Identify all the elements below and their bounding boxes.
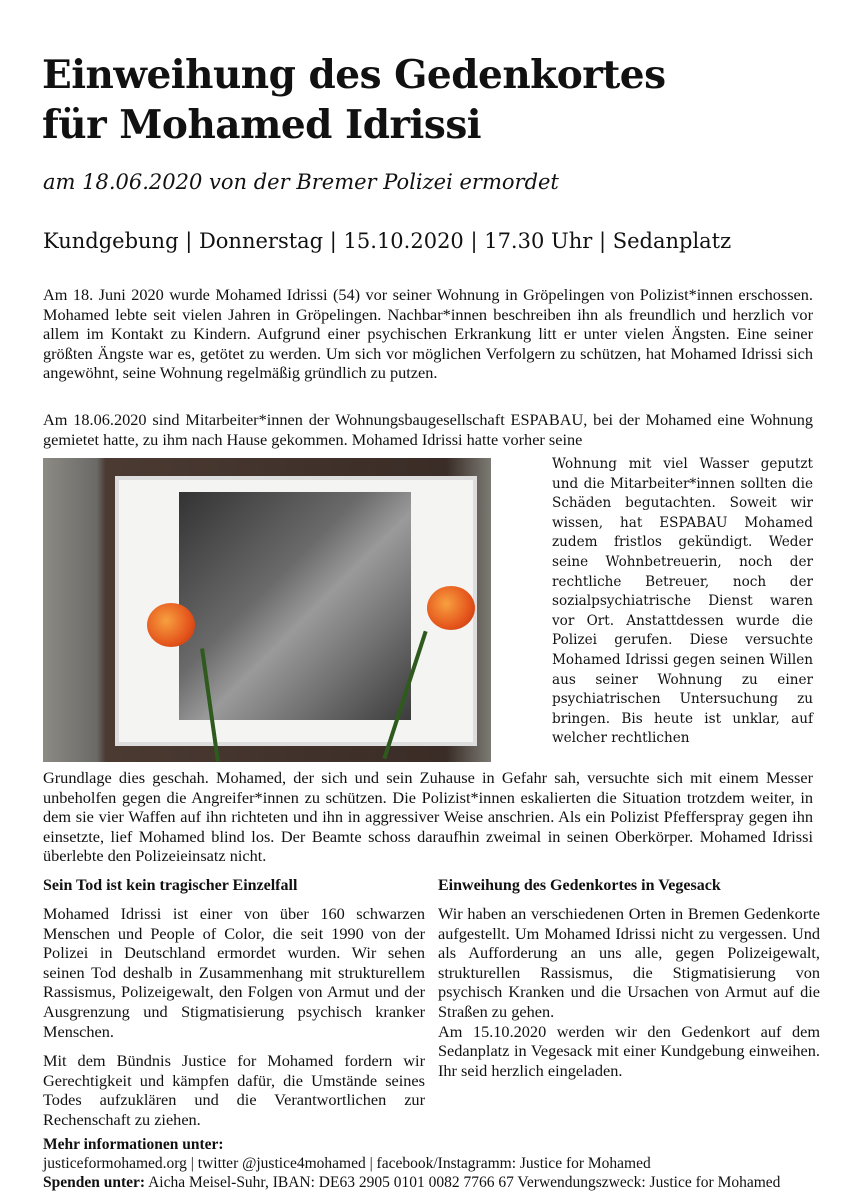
subtitle: am 18.06.2020 von der Bremer Polizei ermordet (43, 170, 559, 194)
paragraph-shooting: Grundlage dies geschah. Mohamed, der sich und sein Zuhause in Gefahr sah, versuchte sich mit einem Messer unbeholfen gegen die Angreifer*innen zu schützen. Die Polizist*innen eskalierten die Situation trotzdem weiter, in dem sie vier Waffen auf ihn richteten und ihn in aggressiver Weise anschrien. Als ein Polizist Pfefferspray gegen ihn einsetzte, lief Mohamed blind los. Der Beamte schoss daraufhin zweimal in seinen Oberkörper. Mohamed Idrissi überlebte den Polizeieinsatz nicht. (43, 768, 813, 866)
paragraph-intro: Am 18. Juni 2020 wurde Mohamed Idrissi (54) vor seiner Wohnung in Gröpelingen von Polizist*innen erschossen. Mohamed lebte seit vielen Jahren in Gröpelingen. Nachbar*innen beschreiben ihn als freundlich und herzlich vor allem im Kontakt zu Kindern. Aufgrund einer psychischen Erkrankung litt er unter vielen Ängsten. Eine seiner größten Ängste war es, getötet zu werden. Um sich vor möglichen Verfolgern zu schützen, hat Mohamed Idrissi sich angewöhnt, seine Wohnung regelmäßig gründlich zu putzen. (43, 285, 813, 383)
donate-details: Aicha Meisel-Suhr, IBAN: DE63 2905 0101 0082 7766 67 Verwendungszweck: Justice for Mohamed (145, 1174, 781, 1191)
paragraph-beside-photo: Wohnung mit viel Wasser geputzt und die Mitarbeiter*innen sollten die Schäden begutachten. Soweit wir wissen, hat ESPABAU Mohamed zudem fristlos gekündigt. Weder seine Wohnbetreuerin, noch der rechtliche Betreuer, noch der sozialpsychiatrische Dienst waren vor Ort. Anstattdessen wurde die Polizei gerufen. Diese versuchte Mohamed Idrissi gegen seinen Willen aus seiner Wohnung zu einer psychiatrischen Untersuchung zu bringen. Bis heute ist unklar, auf welcher rechtlichen (552, 456, 813, 747)
event-line: Kundgebung | Donnerstag | 15.10.2020 | 17.30 Uhr | Sedanplatz (43, 229, 732, 253)
column-1-paragraph-1: Mohamed Idrissi ist einer von über 160 schwarzen Menschen und People of Color, die seit 1990 von der Polizei in Deutschland ermordet wurden. Wir sehen seinen Tod deshalb in Zusammenhang mit strukturellem Rassismus, Polizeigewalt, den Folgen von Armut und der Ausgrenzung und Stigmatisierung psychisch kranker Menschen. (43, 904, 425, 1041)
paragraph-espabau: Am 18.06.2020 sind Mitarbeiter*innen der Wohnungsbaugesellschaft ESPABAU, bei der Mohamed eine Wohnung gemietet hatte, zu ihm nach Hause gekommen. Mohamed Idrissi hatte vorher seine (43, 410, 813, 449)
rose-right (427, 586, 475, 630)
column-1-heading: Sein Tod ist kein tragischer Einzelfall (43, 877, 298, 894)
column-2-paragraph-2: Am 15.10.2020 werden wir den Gedenkort auf dem Sedanplatz in Vegesack mit einer Kundgebung einweihen. Ihr seid herzlich eingeladen. (438, 1021, 820, 1080)
column-2 (438, 904, 820, 1080)
donate-label: Spenden unter: (43, 1174, 146, 1191)
portrait-photo (179, 492, 411, 720)
memorial-photo (43, 458, 491, 762)
info-label: Mehr informationen unter: (43, 1136, 224, 1153)
footer (43, 1135, 780, 1192)
title-line-2: für Mohamed Idrissi (42, 102, 482, 148)
column-1-paragraph-2: Mit dem Bündnis Justice for Mohamed fordern wir Gerechtigkeit und kämpfen dafür, die Umstände seines Todes aufzuklären und die Verantwortlichen zur Rechenschaft zu ziehen. (43, 1051, 425, 1129)
info-links: justiceformohamed.org | twitter @justice4mohamed | facebook/Instagramm: Justice for Mohamed (43, 1155, 651, 1172)
rose-left (147, 603, 195, 647)
column-1 (43, 904, 425, 1130)
column-2-paragraph-1: Wir haben an verschiedenen Orten in Bremen Gedenkorte aufgestellt. Um Mohamed Idrissi nicht zu vergessen. Und als Aufforderung an uns alle, gegen Polizeigewalt, strukturellen Rassismus, die Stigmatisierung von psychisch Kranken und die Ursachen von Armut auf die Straßen zu gehen. (438, 904, 820, 1021)
column-2-heading: Einweihung des Gedenkortes in Vegesack (438, 877, 721, 894)
title-line-1: Einweihung des Gedenkortes (42, 52, 666, 98)
flyer-title (42, 50, 666, 150)
